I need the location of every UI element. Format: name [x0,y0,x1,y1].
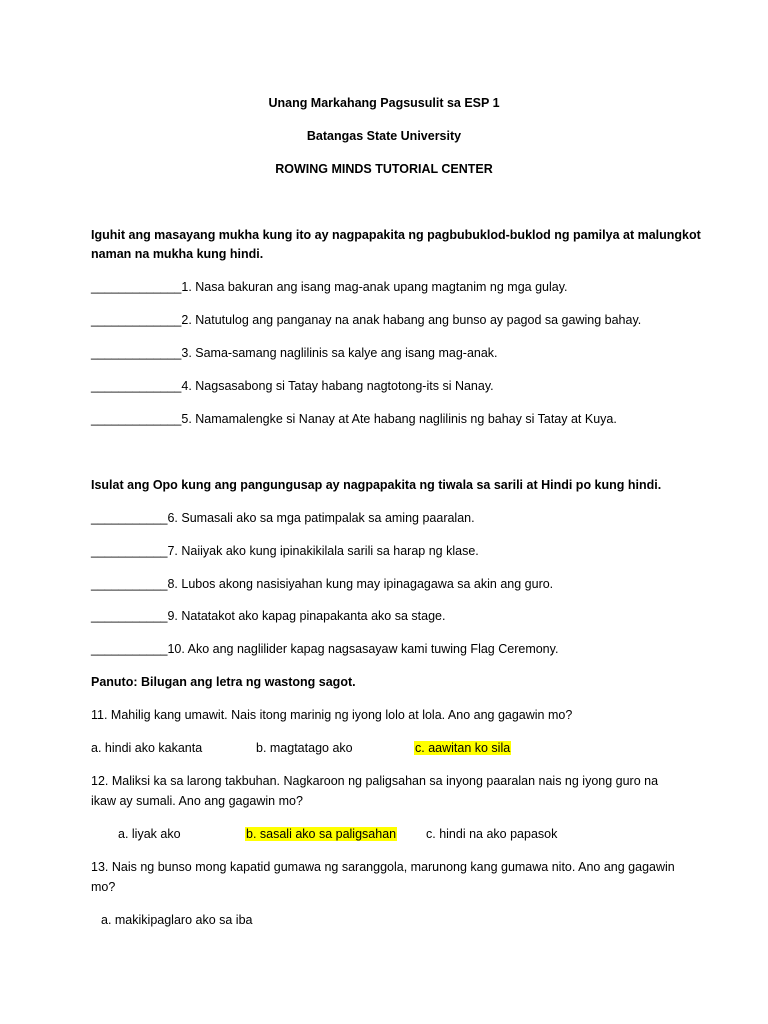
question-item-10: ___________10. Ako ang naglilider kapag nagsasayaw kami tuwing Flag Ceremony. [91,642,559,656]
q11-answer-highlight: c. aawitan ko sila [415,741,511,755]
question-item-6: ___________6. Sumasali ako sa mga patimpalak sa aming paaralan. [91,511,475,525]
question-item-5: _____________5. Namamalengke si Nanay at Ate habang naglilinis ng bahay si Tatay at Kuya. [91,412,617,426]
question-item-8: ___________8. Lubos akong nasisiyahan kung may ipinagagawa sa akin ang guro. [91,577,554,591]
q12-choice-b-highlighted [245,826,397,842]
question-item-7: ___________7. Naiiyak ako kung ipinakikilala sarili sa harap ng klase. [91,544,479,558]
section3-instruction: Panuto: Bilugan ang letra ng wastong sagot. [91,675,356,689]
q12-choice-c: c. hindi na ako papasok [426,827,558,841]
q13-choice-a: a. makikipaglaro ako sa iba [101,913,253,927]
question-13-line1: 13. Nais ng bunso mong kapatid gumawa ng saranggola, marunong kang gumawa nito. Ano ang gagawin [91,860,675,874]
question-item-9: ___________9. Natatakot ako kapag pinapakanta ako sa stage. [91,609,446,623]
q11-choice-a: a. hindi ako kakanta [91,741,203,755]
q11-choice-b: b. magtatago ako [256,741,353,755]
question-item-1: _____________1. Nasa bakuran ang isang mag-anak upang magtanim ng mga gulay. [91,280,568,294]
section1-instruction-line1: Iguhit ang masayang mukha kung ito ay nagpapakita ng pagbubuklod-buklod ng pamilya at malungkot [91,228,701,242]
question-item-2: _____________2. Natutulog ang panganay na anak habang ang bunso ay pagod sa gawing bahay. [91,313,642,327]
university-name: Batangas State University [306,129,462,143]
tutorial-center-name: ROWING MINDS TUTORIAL CENTER [275,162,493,176]
question-13-line2: mo? [91,880,116,894]
section2-instruction: Isulat ang Opo kung ang pangungusap ay nagpapakita ng tiwala sa sarili at Hindi po kung hindi. [91,478,662,492]
question-item-3: _____________3. Sama-samang naglilinis sa kalye ang isang mag-anak. [91,346,498,360]
q12-answer-highlight: b. sasali ako sa paligsahan [246,827,397,841]
question-12-line1: 12. Maliksi ka sa larong takbuhan. Nagkaroon ng paligsahan sa inyong paaralan nais ng iyong guro na [91,774,659,788]
q12-choice-a: a. liyak ako [118,827,181,841]
section1-instruction-line2: naman na mukha kung hindi. [91,247,264,261]
q11-choice-c-highlighted [414,740,511,756]
question-11: 11. Mahilig kang umawit. Nais itong marinig ng iyong lolo at lola. Ano ang gagawin mo? [91,708,573,722]
exam-title: Unang Markahang Pagsusulit sa ESP 1 [268,96,500,110]
question-item-4: _____________4. Nagsasabong si Tatay habang nagtotong-its si Nanay. [91,379,494,393]
question-12-line2: ikaw ay sumali. Ano ang gagawin mo? [91,794,303,808]
